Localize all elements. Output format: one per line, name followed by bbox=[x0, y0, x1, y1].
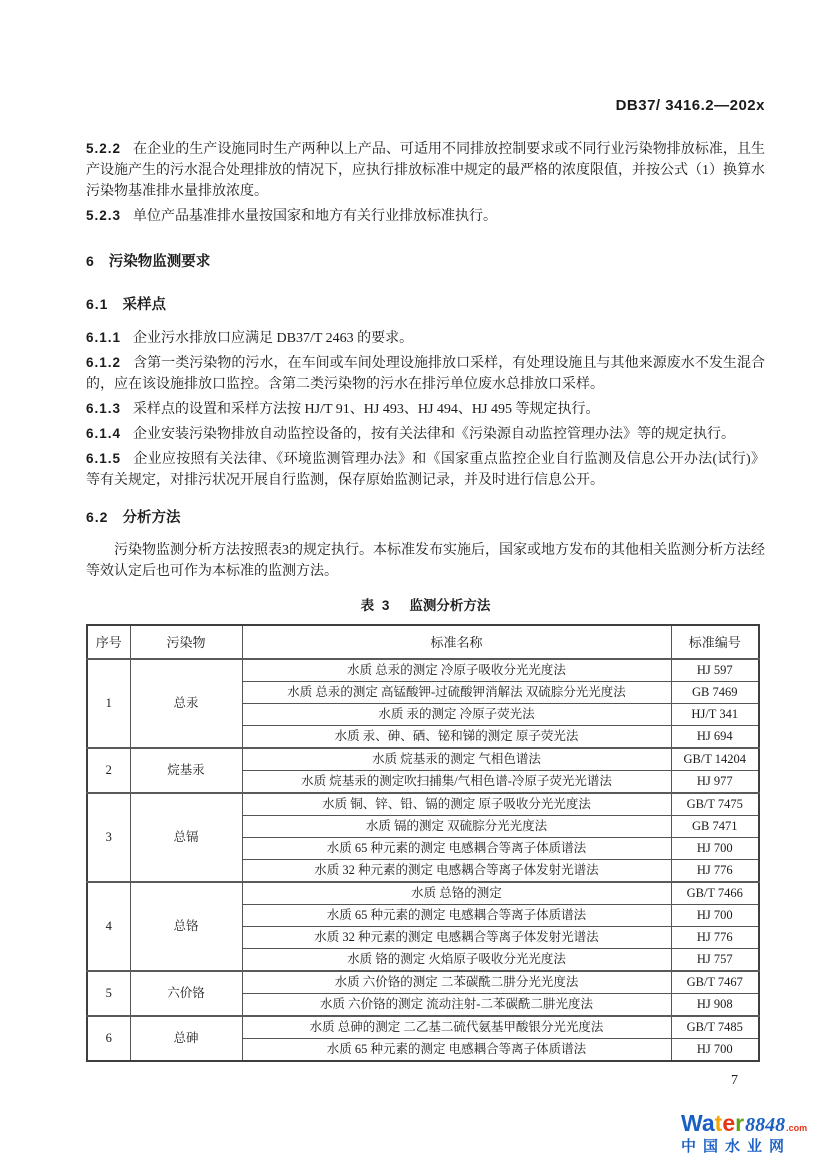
standard-name-cell: 水质 烷基汞的测定 气相色谱法 bbox=[242, 748, 671, 771]
clause-text: 企业安装污染物排放自动监控设备的，按有关法律和《污染源自动监控管理办法》等的规定执行。 bbox=[133, 427, 736, 442]
standard-name-cell: 水质 总汞的测定 冷原子吸收分光光度法 bbox=[242, 659, 671, 682]
section-6-2-title: 分析方法 bbox=[122, 510, 181, 526]
section-6-2-number: 6.2 bbox=[86, 509, 109, 525]
table-row bbox=[87, 1016, 759, 1039]
table-row bbox=[87, 882, 759, 905]
standard-name-cell: 水质 总铬的测定 bbox=[242, 882, 671, 905]
standard-code-cell: HJ 700 bbox=[671, 1039, 759, 1062]
standard-code-cell: GB/T 14204 bbox=[671, 748, 759, 771]
section-6-heading bbox=[86, 251, 765, 272]
standard-name-cell: 水质 汞的测定 冷原子荧光法 bbox=[242, 704, 671, 726]
standard-code-cell: GB 7469 bbox=[671, 682, 759, 704]
standard-code-cell: HJ/T 341 bbox=[671, 704, 759, 726]
standard-code-cell: HJ 908 bbox=[671, 994, 759, 1017]
standard-code-cell: GB/T 7466 bbox=[671, 882, 759, 905]
clause-number: 6.1.2 bbox=[86, 355, 122, 370]
header-standard-name: 标准名称 bbox=[242, 625, 671, 659]
logo-8848-text: 8848 bbox=[745, 1114, 786, 1136]
section-6-2-heading bbox=[86, 507, 765, 528]
section-6-1-title: 采样点 bbox=[122, 297, 166, 313]
table-header-row bbox=[87, 625, 759, 659]
pollutant-cell: 总汞 bbox=[130, 659, 242, 748]
table-3-caption-title: 监测分析方法 bbox=[409, 598, 491, 613]
clause-number: 6.1.4 bbox=[86, 426, 122, 441]
standard-name-cell: 水质 32 种元素的测定 电感耦合等离子体发射光谱法 bbox=[242, 927, 671, 949]
document-header bbox=[86, 96, 765, 116]
standard-code-cell: HJ 977 bbox=[671, 771, 759, 794]
standard-name-cell: 水质 总汞的测定 高锰酸钾-过硫酸钾消解法 双硫腙分光光度法 bbox=[242, 682, 671, 704]
standard-code-cell: HJ 700 bbox=[671, 905, 759, 927]
sequence-cell: 5 bbox=[87, 971, 130, 1016]
standard-name-cell: 水质 铜、锌、铅、镉的测定 原子吸收分光光度法 bbox=[242, 793, 671, 816]
clause-text: 含第一类污染物的污水，在车间或车间处理设施排放口采样，有处理设施且与其他来源废水不发生混合的，应在该设施排放口监控。含第二类污染物的污水在排污单位废水总排放口采样。 bbox=[86, 356, 765, 392]
pollutant-cell: 总砷 bbox=[130, 1016, 242, 1061]
header-pollutant: 污染物 bbox=[130, 625, 242, 659]
standard-code-cell: HJ 694 bbox=[671, 726, 759, 749]
standard-code-cell: GB/T 7475 bbox=[671, 793, 759, 816]
clause-6-1-2 bbox=[86, 352, 765, 395]
sequence-cell: 4 bbox=[87, 882, 130, 971]
standard-code-cell: GB/T 7485 bbox=[671, 1016, 759, 1039]
standard-name-cell: 水质 铬的测定 火焰原子吸收分光光度法 bbox=[242, 949, 671, 972]
standard-code-cell: HJ 597 bbox=[671, 659, 759, 682]
clause-number: 6.1.1 bbox=[86, 330, 122, 345]
sequence-cell: 3 bbox=[87, 793, 130, 882]
logo-letter: t bbox=[714, 1110, 723, 1136]
header-standard-code: 标准编号 bbox=[671, 625, 759, 659]
analysis-method-paragraph: 污染物监测分析方法按照表3的规定执行。本标准发布实施后，国家或地方发布的其他相关监测分析方法经等效认定后也可作为本标准的监测方法。 bbox=[86, 543, 765, 579]
pollutant-cell: 六价铬 bbox=[130, 971, 242, 1016]
clause-number: 6.1.3 bbox=[86, 401, 122, 416]
standard-number-header: DB37/ 3416.2—202x bbox=[615, 97, 765, 114]
section-6-number: 6 bbox=[86, 253, 95, 269]
section-6-1-heading bbox=[86, 294, 765, 315]
clause-5-2-2 bbox=[86, 138, 765, 202]
standard-name-cell: 水质 32 种元素的测定 电感耦合等离子体发射光谱法 bbox=[242, 860, 671, 883]
standard-code-cell: HJ 700 bbox=[671, 838, 759, 860]
logo-letter: W bbox=[681, 1110, 702, 1136]
standard-name-cell: 水质 总砷的测定 二乙基二硫代氨基甲酸银分光光度法 bbox=[242, 1016, 671, 1039]
clauses-6-1 bbox=[86, 327, 765, 491]
standard-name-cell: 水质 汞、砷、硒、铋和锑的测定 原子荧光法 bbox=[242, 726, 671, 749]
standard-name-cell: 水质 镉的测定 双硫腙分光光度法 bbox=[242, 816, 671, 838]
standard-code-cell: GB 7471 bbox=[671, 816, 759, 838]
logo-letter: a bbox=[701, 1110, 715, 1136]
standard-name-cell: 水质 65 种元素的测定 电感耦合等离子体质谱法 bbox=[242, 838, 671, 860]
standard-name-cell: 水质 65 种元素的测定 电感耦合等离子体质谱法 bbox=[242, 905, 671, 927]
pollutant-cell: 总镉 bbox=[130, 793, 242, 882]
clause-text: 企业污水排放口应满足 DB37/T 2463 的要求。 bbox=[133, 331, 414, 346]
table-row bbox=[87, 748, 759, 771]
standard-name-cell: 水质 65 种元素的测定 电感耦合等离子体质谱法 bbox=[242, 1039, 671, 1062]
clause-text: 企业应按照有关法律、《环境监测管理办法》和《国家重点监控企业自行监测及信息公开办法(试行)》等有关规定，对排污状况开展自行监测，保存原始监测记录，并及时进行信息公开。 bbox=[86, 452, 765, 488]
clause-number: 5.2.3 bbox=[86, 208, 122, 223]
header-seq: 序号 bbox=[87, 625, 130, 659]
sequence-cell: 2 bbox=[87, 748, 130, 793]
logo-letter: e bbox=[722, 1110, 736, 1136]
standard-name-cell: 水质 六价铬的测定 流动注射-二苯碳酰二肼光度法 bbox=[242, 994, 671, 1017]
clause-6-1-5 bbox=[86, 448, 765, 491]
clause-6-1-1 bbox=[86, 327, 765, 349]
clause-number: 6.1.5 bbox=[86, 451, 122, 466]
clauses-5-2 bbox=[86, 138, 765, 227]
table-row bbox=[87, 793, 759, 816]
clause-text: 采样点的设置和采样方法按 HJ/T 91、HJ 493、HJ 494、HJ 495 等规定执行。 bbox=[133, 402, 600, 417]
clause-number: 5.2.2 bbox=[86, 141, 122, 156]
clause-6-1-4 bbox=[86, 423, 765, 445]
section-6-title: 污染物监测要求 bbox=[108, 254, 211, 270]
sequence-cell: 1 bbox=[87, 659, 130, 748]
clause-text: 在企业的生产设施同时生产两种以上产品、可适用不同排放控制要求或不同行业污染物排放标准，且生产设施产生的污水混合处理排放的情况下，应执行排放标准中规定的最严格的浓度限值，并按公式（1）换算水污染物基准排水量排放浓度。 bbox=[86, 142, 765, 199]
standard-name-cell: 水质 烷基汞的测定吹扫捕集/气相色谱-冷原子荧光光谱法 bbox=[242, 771, 671, 794]
section-6-1-number: 6.1 bbox=[86, 296, 109, 312]
clause-5-2-3 bbox=[86, 205, 765, 227]
standard-code-cell: GB/T 7467 bbox=[671, 971, 759, 994]
standard-code-cell: HJ 776 bbox=[671, 860, 759, 883]
table-3-caption-number: 表 3 bbox=[360, 598, 392, 613]
table-row bbox=[87, 659, 759, 682]
standard-code-cell: HJ 776 bbox=[671, 927, 759, 949]
standard-code-cell: HJ 757 bbox=[671, 949, 759, 972]
table-row bbox=[87, 971, 759, 994]
water8848-logo bbox=[681, 1112, 813, 1154]
sequence-cell: 6 bbox=[87, 1016, 130, 1061]
page-number: 7 bbox=[731, 1073, 738, 1088]
table-3-caption bbox=[86, 596, 765, 616]
clause-6-1-3 bbox=[86, 398, 765, 420]
logo-com-suffix: .com bbox=[786, 1123, 808, 1133]
logo-letter: r bbox=[735, 1110, 745, 1136]
monitoring-methods-table bbox=[86, 624, 760, 1062]
china-water-industry-net-label: 中国水业网 bbox=[681, 1138, 792, 1155]
standard-name-cell: 水质 六价铬的测定 二苯碳酰二肼分光光度法 bbox=[242, 971, 671, 994]
pollutant-cell: 烷基汞 bbox=[130, 748, 242, 793]
water-logo-text bbox=[681, 1112, 744, 1135]
clause-text: 单位产品基准排水量按国家和地方有关行业排放标准执行。 bbox=[133, 209, 498, 224]
pollutant-cell: 总铬 bbox=[130, 882, 242, 971]
water8848-wordmark bbox=[681, 1112, 813, 1135]
